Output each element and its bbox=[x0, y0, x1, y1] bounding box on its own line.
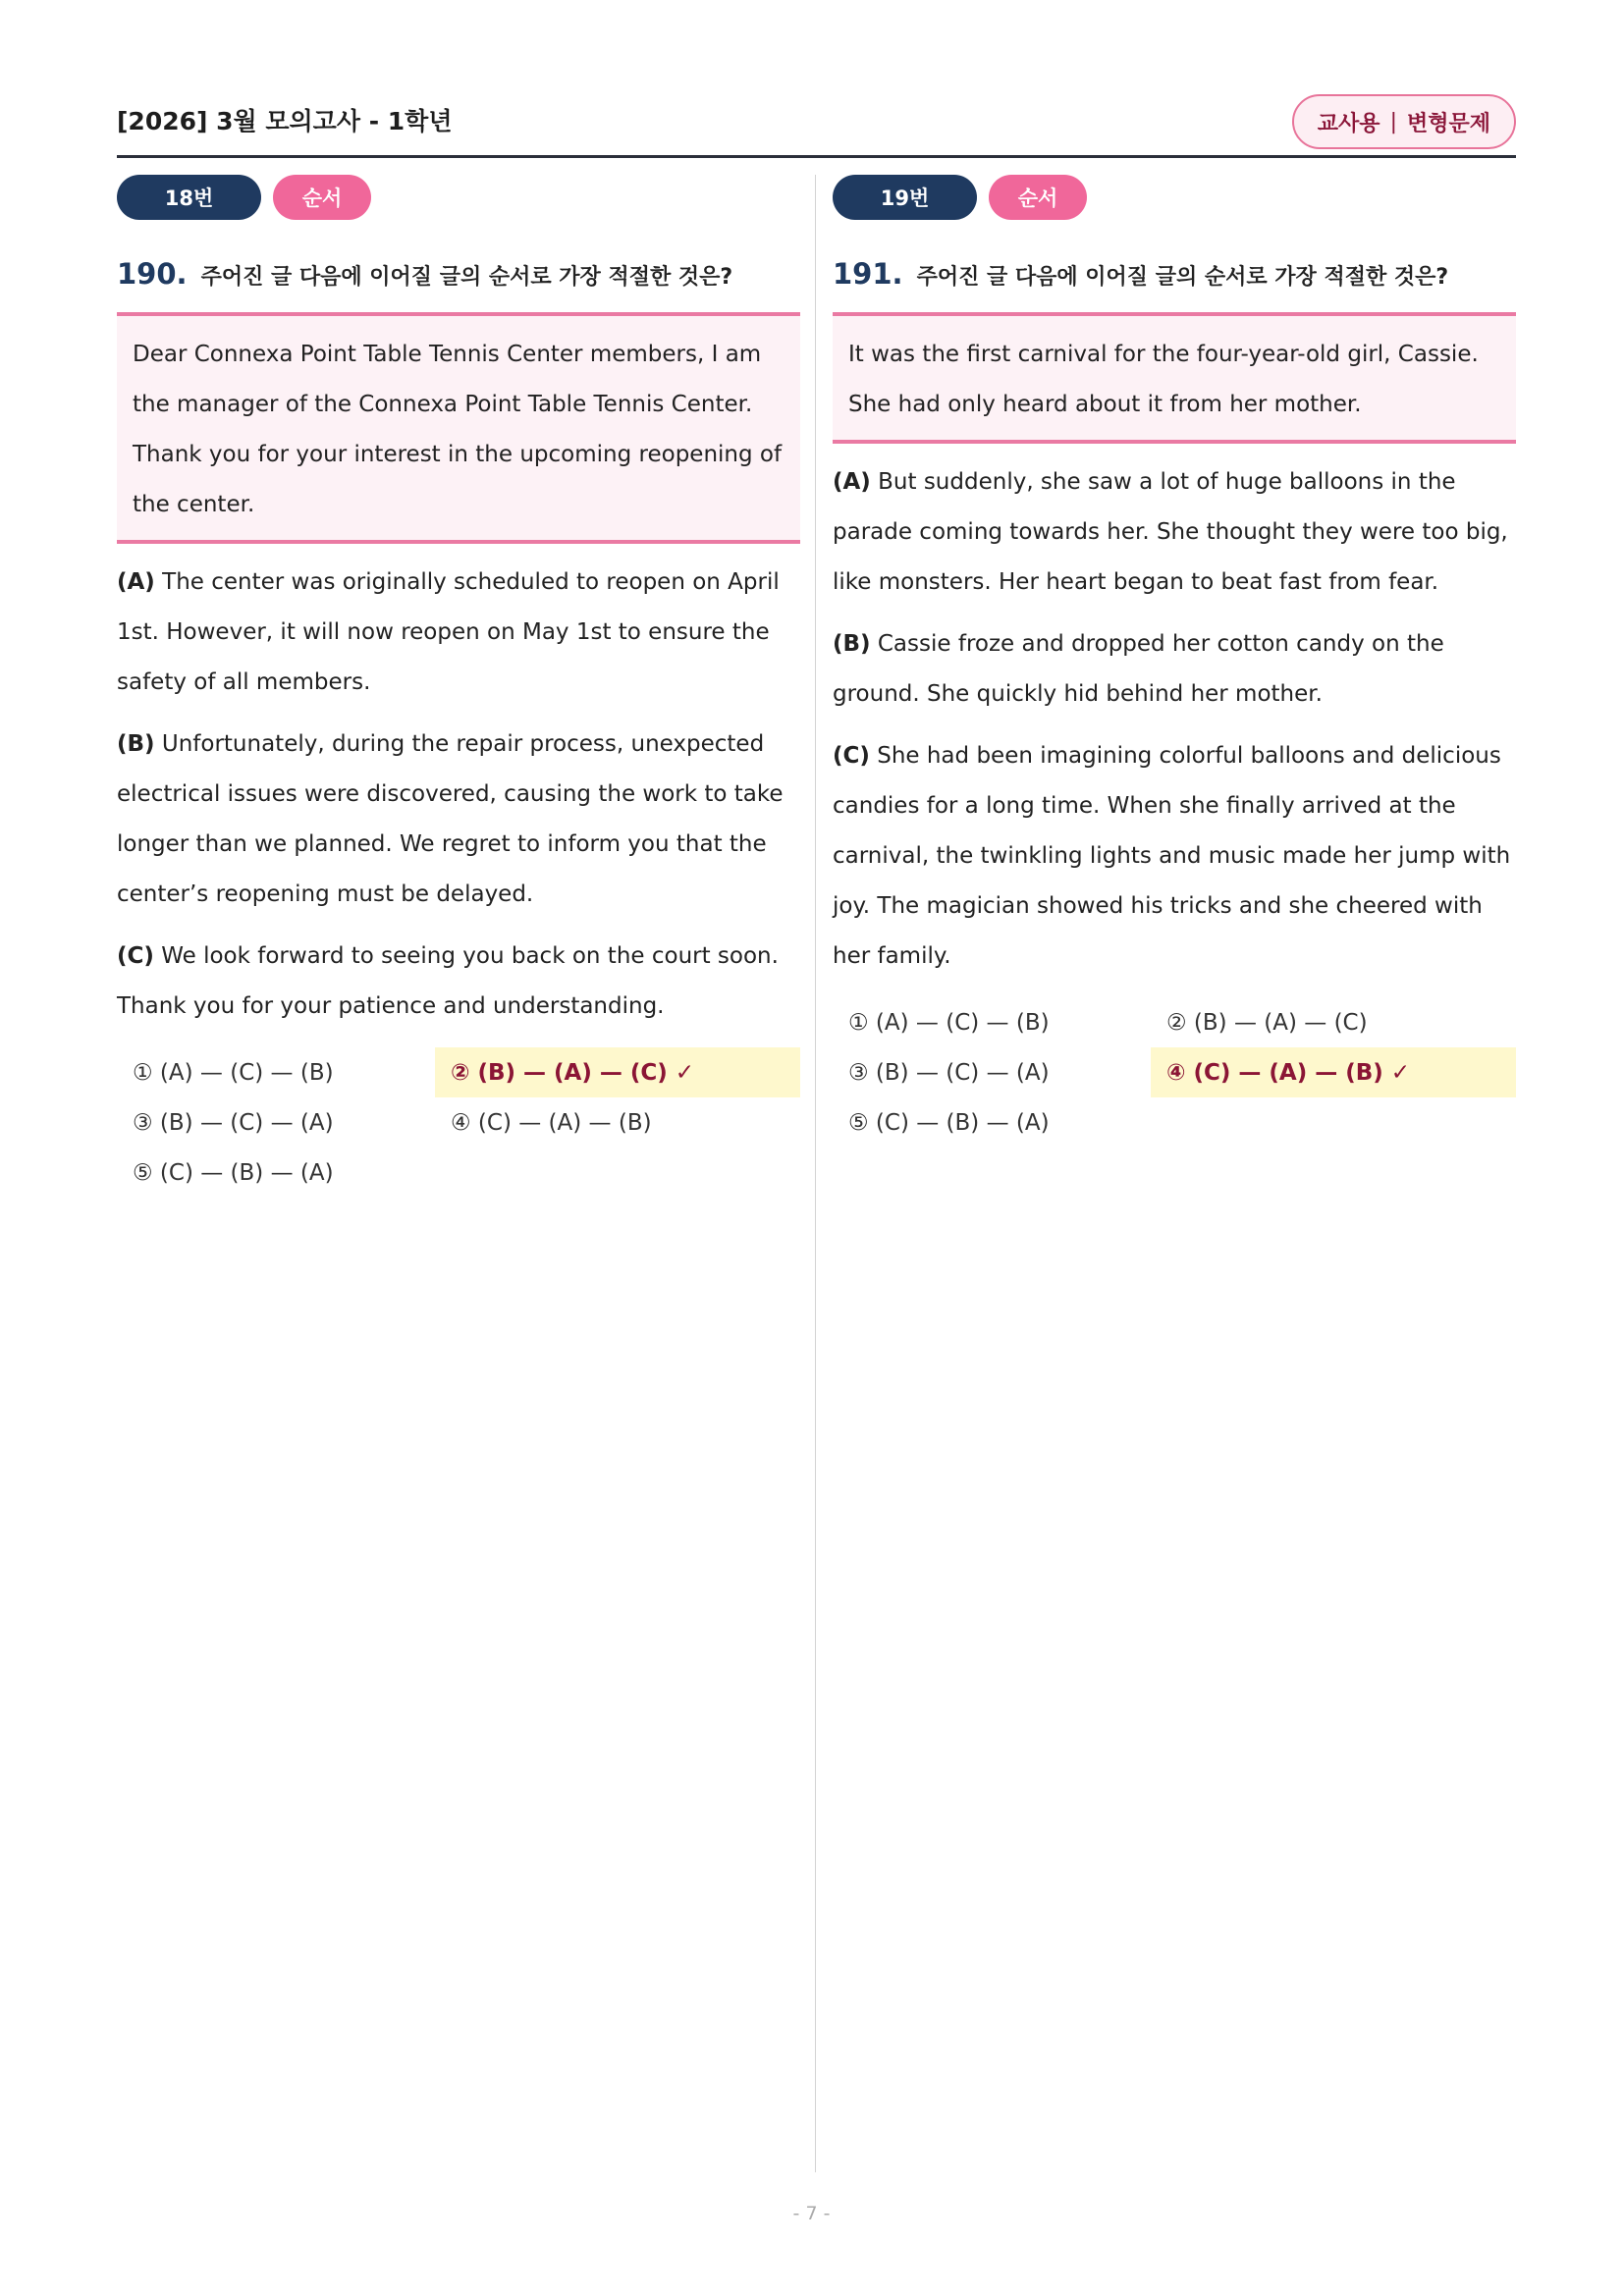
column-divider bbox=[815, 175, 816, 2172]
paragraph-label: (A) bbox=[833, 469, 871, 495]
paragraph-label: (C) bbox=[833, 743, 870, 769]
paragraph-c bbox=[833, 731, 1516, 982]
badge-separator: | bbox=[1389, 109, 1397, 134]
answer-choices bbox=[833, 997, 1516, 1148]
source-number-tag: 19번 bbox=[833, 175, 977, 220]
question-tags bbox=[833, 175, 1516, 222]
teacher-edition-badge bbox=[1292, 94, 1516, 149]
source-number-tag: 18번 bbox=[117, 175, 261, 220]
paragraph-a bbox=[117, 558, 800, 708]
question-type-tag: 순서 bbox=[273, 175, 371, 220]
given-passage: It was the first carnival for the four-year-old girl, Cassie. She had only heard about it from her mother. bbox=[833, 312, 1516, 444]
question-heading bbox=[833, 257, 1516, 291]
badge-variant-label: 변형문제 bbox=[1406, 111, 1490, 136]
choice-5[interactable]: ⑤ (C) — (B) — (A) bbox=[848, 1109, 1050, 1136]
paragraph-label: (A) bbox=[117, 569, 155, 595]
choice-4[interactable]: ④ (C) — (A) — (B) bbox=[451, 1109, 652, 1136]
choice-3[interactable]: ③ (B) — (C) — (A) bbox=[133, 1109, 334, 1136]
paragraph-a bbox=[833, 457, 1516, 608]
paragraph-text: Cassie froze and dropped her cotton candy on the ground. She quickly hid behind her mother. bbox=[833, 631, 1444, 707]
paragraph-label: (C) bbox=[117, 943, 154, 969]
choice-1[interactable]: ① (A) — (C) — (B) bbox=[133, 1059, 334, 1086]
paragraph-label: (B) bbox=[117, 731, 155, 757]
page-header bbox=[117, 94, 1516, 157]
paragraph-text: She had been imagining colorful balloons and delicious candies for a long time. When she finally arrived at the carnival, the twinkling lights and music made her jump with joy. The magician showed his tricks and she cheered with her family. bbox=[833, 743, 1511, 969]
given-passage: Dear Connexa Point Table Tennis Center members, I am the manager of the Connexa Point Table Tennis Center. Thank you for your interest in the upcoming reopening of the center. bbox=[117, 312, 800, 544]
exam-title: [2026] 3월 모의고사 - 1학년 bbox=[117, 107, 453, 135]
choice-3[interactable]: ③ (B) — (C) — (A) bbox=[848, 1059, 1050, 1086]
question-number: 190. bbox=[117, 257, 188, 291]
question-heading bbox=[117, 257, 800, 291]
answer-choices bbox=[117, 1047, 800, 1198]
question-190 bbox=[117, 175, 800, 1198]
paragraph-text: The center was originally scheduled to reopen on April 1st. However, it will now reopen on May 1st to ensure the safety of all members. bbox=[117, 569, 780, 695]
paragraph-label: (B) bbox=[833, 631, 871, 657]
choice-2-correct[interactable]: ② (B) — (A) — (C) ✓ bbox=[435, 1047, 800, 1097]
question-prompt: 주어진 글 다음에 이어질 글의 순서로 가장 적절한 것은? bbox=[200, 265, 733, 290]
paragraph-text: Unfortunately, during the repair process, unexpected electrical issues were discovered, causing the work to take longer than we planned. We regret to inform you that the center’s reopening must be delayed. bbox=[117, 731, 784, 907]
paragraph-text: We look forward to seeing you back on the court soon. Thank you for your patience and understanding. bbox=[117, 943, 779, 1019]
question-tags bbox=[117, 175, 800, 222]
header-rule bbox=[117, 155, 1516, 158]
paragraph-c bbox=[117, 932, 800, 1032]
choice-4-correct[interactable]: ④ (C) — (A) — (B) ✓ bbox=[1151, 1047, 1516, 1097]
badge-teacher-label: 교사용 bbox=[1317, 111, 1380, 136]
page-number: - 7 - bbox=[792, 2203, 831, 2224]
paragraph-b bbox=[117, 720, 800, 920]
choice-1[interactable]: ① (A) — (C) — (B) bbox=[848, 1009, 1050, 1036]
question-number: 191. bbox=[833, 257, 903, 291]
choice-5[interactable]: ⑤ (C) — (B) — (A) bbox=[133, 1159, 334, 1186]
paragraph-text: But suddenly, she saw a lot of huge balloons in the parade coming towards her. She thought they were too big, like monsters. Her heart began to beat fast from fear. bbox=[833, 469, 1508, 595]
question-191 bbox=[833, 175, 1516, 1148]
question-prompt: 주어진 글 다음에 이어질 글의 순서로 가장 적절한 것은? bbox=[916, 265, 1449, 290]
paragraph-b bbox=[833, 619, 1516, 720]
choice-2[interactable]: ② (B) — (A) — (C) bbox=[1166, 1009, 1368, 1036]
question-type-tag: 순서 bbox=[989, 175, 1087, 220]
